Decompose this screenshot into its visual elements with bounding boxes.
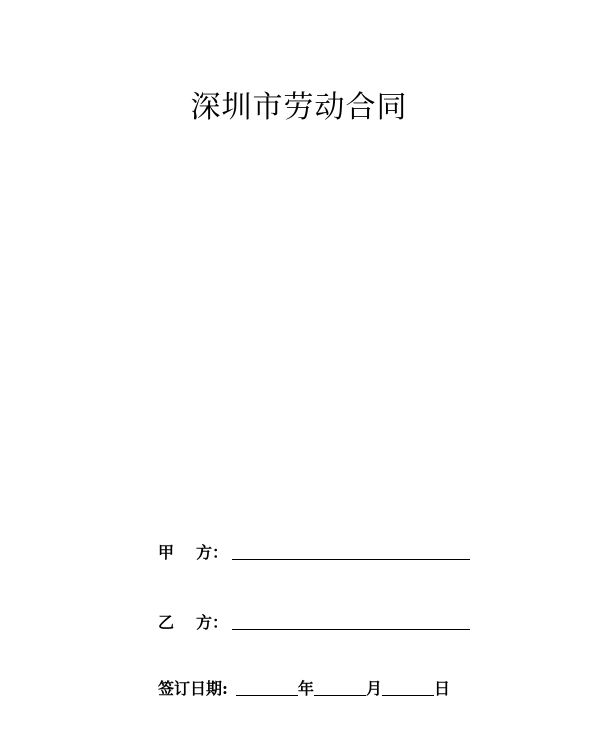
party-a-label-char1: 甲 [158, 543, 175, 562]
month-unit: 月 [365, 679, 382, 698]
party-b-row [158, 610, 470, 634]
sign-month-blank-line[interactable] [314, 677, 366, 696]
party-a-colon: ： [212, 543, 229, 562]
party-b-blank-line[interactable] [232, 611, 470, 630]
party-b-colon: ： [212, 613, 229, 632]
party-a-row [158, 540, 470, 564]
sign-day-blank-line[interactable] [382, 677, 434, 696]
document-title: 深圳市劳动合同 [190, 90, 408, 125]
day-unit: 日 [433, 679, 450, 698]
sign-date-label: 签订日期: [158, 679, 228, 698]
party-a-blank-line[interactable] [232, 541, 470, 560]
sign-date-row [158, 676, 450, 700]
party-b-label-char2: 方 [196, 613, 213, 632]
sign-year-blank-line[interactable] [236, 677, 298, 696]
party-b-label-char1: 乙 [158, 613, 175, 632]
year-unit: 年 [297, 679, 314, 698]
party-a-label-char2: 方 [196, 543, 213, 562]
